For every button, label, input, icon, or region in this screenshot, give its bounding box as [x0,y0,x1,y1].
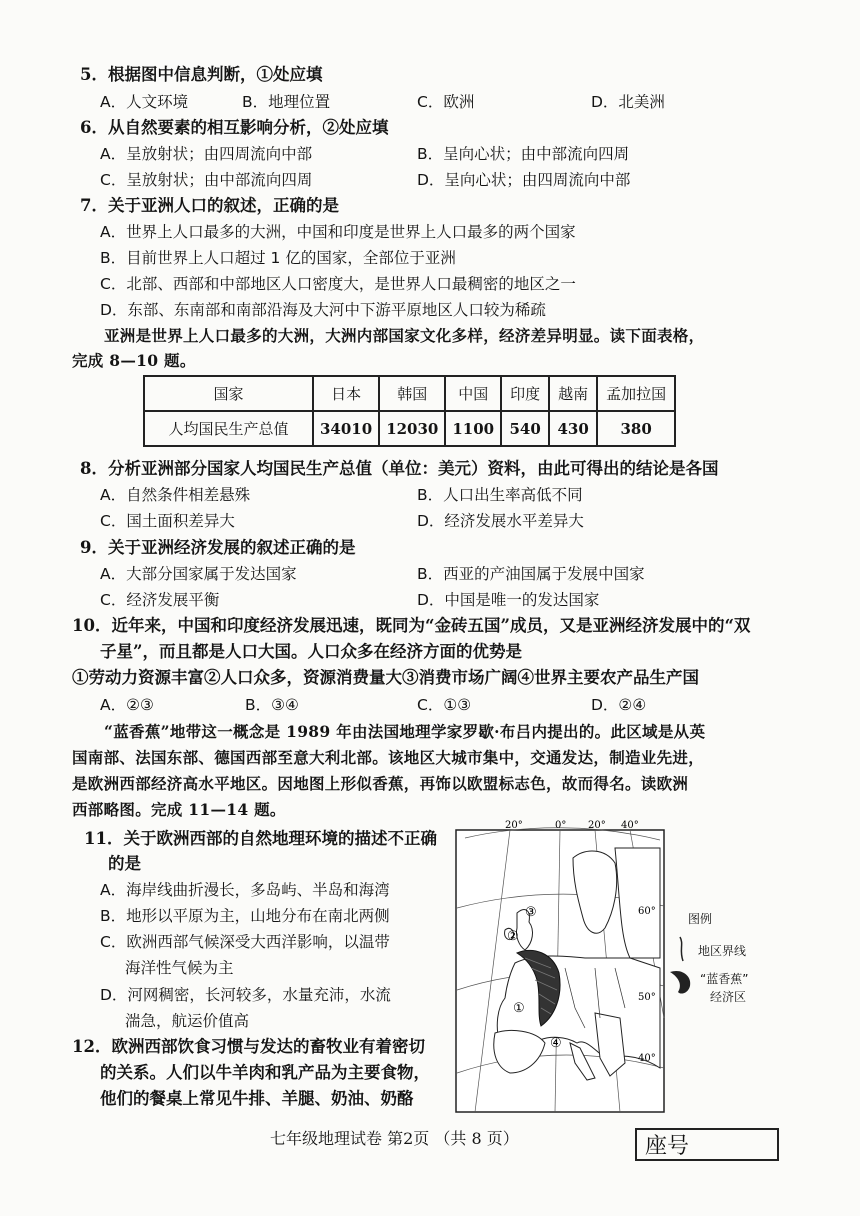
table-header-cell: 越南 [549,376,597,411]
q10-option-c[interactable]: C．①③ [417,696,472,714]
europe-west-map [455,818,665,1113]
banana-legend-icon [668,968,694,996]
q6-option-b[interactable]: B．呈向心状；由中部流向四周 [417,145,630,163]
table-cell: 430 [549,411,597,446]
lon-label: 20° [588,820,606,831]
seat-number-box[interactable]: 座号 [635,1128,779,1161]
table-header-cell: 韩国 [379,376,445,411]
q11-stem-line1: 11．关于欧洲西部的自然地理环境的描述不正确 [84,829,437,848]
q7-option-b[interactable]: B．目前世界上人口超过 1 亿的国家，全部位于亚洲 [100,249,456,267]
q5-option-b[interactable]: B．地理位置 [242,93,331,111]
table-header-cell: 日本 [313,376,379,411]
q6-option-a[interactable]: A．呈放射状；由四周流向中部 [100,145,313,163]
q5-option-d[interactable]: D．北美洲 [591,93,665,111]
q7-option-d[interactable]: D．东部、东南部和南部沿海及大河中下游平原地区人口较为稀疏 [100,301,546,319]
table-cell: 540 [501,411,549,446]
legend-title: 图例 [688,912,713,926]
q7-option-a[interactable]: A．世界上人口最多的大洲，中国和印度是世界上人口最多的两个国家 [100,223,576,241]
q10-option-a[interactable]: A．②③ [100,696,154,714]
table-header-cell: 印度 [501,376,549,411]
lat-label: 50° [638,992,656,1003]
q10-stem-line2: 子星”，而且都是人口大国。人口众多在经济方面的优势是 [100,642,522,661]
lon-label: 20° [505,820,523,831]
q11-option-a[interactable]: A．海岸线曲折漫长，多岛屿、半岛和海湾 [100,881,390,899]
q10-option-b[interactable]: B．③④ [245,696,299,714]
gnp-table [143,375,676,447]
q12-stem-line3: 他们的餐桌上常见牛排、羊腿、奶油、奶酪 [100,1089,414,1108]
q7-option-c[interactable]: C．北部、西部和中部地区人口密度大，是世界人口最稠密的地区之一 [100,275,576,293]
q6-stem: 6．从自然要素的相互影响分析，②处应填 [80,118,389,137]
border-line-icon [676,936,688,962]
q9-option-b[interactable]: B．西亚的产油国属于发展中国家 [417,565,645,583]
q10-stem-line1: 10．近年来，中国和印度经济发展迅速，既同为“金砖五国”成员，又是亚洲经济发展中的“双 [72,616,751,635]
map-marker-3: ③ [525,905,537,920]
q5-option-c[interactable]: C．欧洲 [417,93,475,111]
table-row [144,411,675,446]
q9-option-c[interactable]: C．经济发展平衡 [100,591,220,609]
q6-option-c[interactable]: C．呈放射状；由中部流向四周 [100,171,313,189]
page-footer: 七年级地理试卷 第2页 （共 8 页） [270,1129,519,1148]
passage-europe-line4: 西部略图。完成 11—14 题。 [72,800,286,819]
q7-stem: 7．关于亚洲人口的叙述，正确的是 [80,196,339,215]
lat-label: 40° [638,1053,656,1064]
passage-asia-line2: 完成 8—10 题。 [72,351,196,370]
q10-options-list: ①劳动力资源丰富②人口众多，资源消费量大③消费市场广阔④世界主要农产品生产国 [72,668,699,687]
q11-option-d-line1[interactable]: D．河网稠密，长河较多，水量充沛，水流 [100,986,391,1004]
legend-banana-label-1: “蓝香蕉” [700,972,749,986]
map-marker-1: ① [513,1001,525,1016]
q6-option-d[interactable]: D．呈向心状；由四周流向中部 [417,171,631,189]
q11-option-d-line2: 湍急，航运价值高 [125,1012,250,1030]
passage-asia-line1: 亚洲是世界上人口最多的大洲，大洲内部国家文化多样，经济差异明显。读下面表格， [104,326,705,345]
map-marker-4: ④ [550,1036,562,1051]
table-header-cell: 中国 [445,376,501,411]
q8-option-d[interactable]: D．经济发展水平差异大 [417,512,584,530]
table-cell: 1100 [445,411,501,446]
q5-stem: 5．根据图中信息判断，①处应填 [80,65,323,84]
table-header-cell: 孟加拉国 [597,376,675,411]
lon-label: 0° [555,820,567,831]
q9-stem: 9．关于亚洲经济发展的叙述正确的是 [80,538,356,557]
q11-option-b[interactable]: B．地形以平原为主，山地分布在南北两侧 [100,907,390,925]
q8-option-a[interactable]: A．自然条件相差悬殊 [100,486,251,504]
table-cell: 380 [597,411,675,446]
q10-option-d[interactable]: D．②④ [591,696,647,714]
q11-stem-line2: 的是 [108,854,141,873]
q8-option-b[interactable]: B．人口出生率高低不同 [417,486,583,504]
q11-option-c-line1[interactable]: C．欧洲西部气候深受大西洋影响，以温带 [100,933,390,951]
q11-option-c-line2: 海洋性气候为主 [125,959,234,977]
q12-stem-line1: 12．欧洲西部饮食习惯与发达的畜牧业有着密切 [72,1037,425,1056]
passage-europe-line1: “蓝香蕉”地带这一概念是 1989 年由法国地理学家罗歇·布吕内提出的。此区域是从英 [104,722,706,741]
table-header-row [144,376,675,411]
legend-border-label: 地区界线 [698,944,747,958]
q5-option-a[interactable]: A．人文环境 [100,93,189,111]
q8-stem: 8．分析亚洲部分国家人均国民生产总值（单位：美元）资料，由此可得出的结论是各国 [80,459,719,478]
table-cell: 12030 [379,411,445,446]
lon-label: 40° [621,820,639,831]
lat-label: 60° [638,906,656,917]
legend-banana-label-2: 经济区 [710,990,747,1004]
q9-option-d[interactable]: D．中国是唯一的发达国家 [417,591,600,609]
passage-europe-line3: 是欧洲西部经济高水平地区。因地图上形似香蕉，再饰以欧盟标志色，故而得名。读欧洲 [72,774,689,793]
table-header-cell: 国家 [144,376,313,411]
table-cell: 34010 [313,411,379,446]
q9-option-a[interactable]: A．大部分国家属于发达国家 [100,565,297,583]
passage-europe-line2: 国南部、法国东部、德国西部至意大利北部。该地区大城市集中，交通发达，制造业先进， [72,748,705,767]
q8-option-c[interactable]: C．国土面积差异大 [100,512,235,530]
map-marker-2: ② [507,929,519,944]
table-row-label: 人均国民生产总值 [144,411,313,446]
q12-stem-line2: 的关系。人们以牛羊肉和乳产品为主要食物， [100,1063,430,1082]
